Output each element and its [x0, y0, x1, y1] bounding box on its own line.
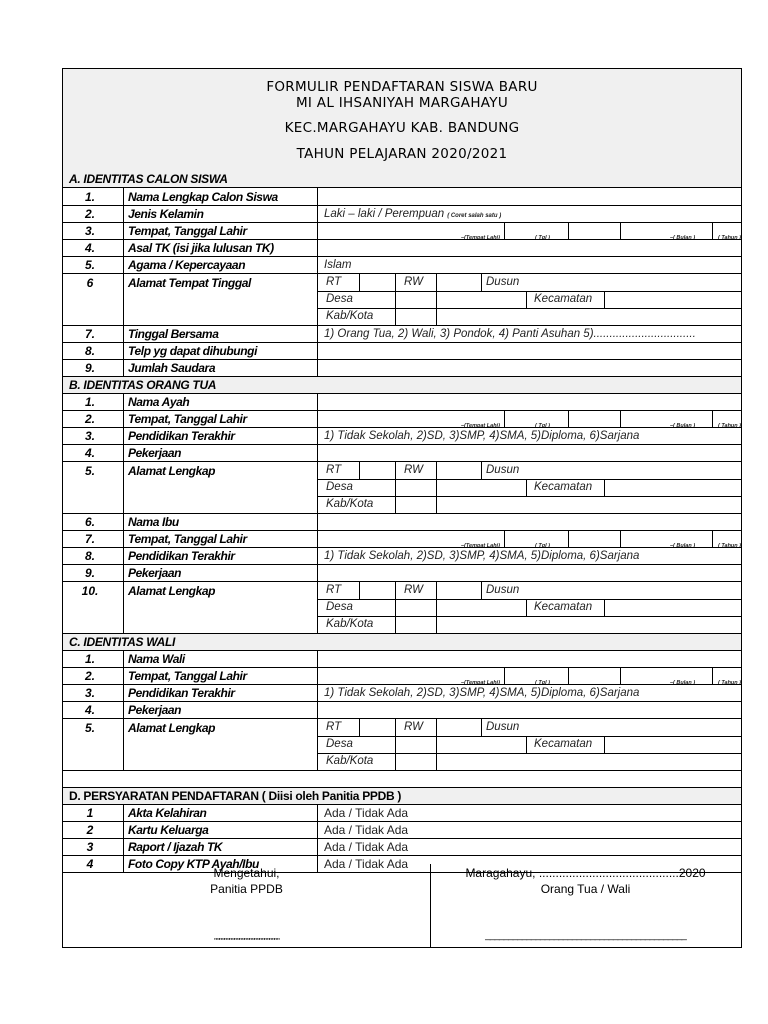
birth-divider — [504, 668, 505, 684]
address-divider — [436, 719, 437, 770]
birth-hint: ( Tahun ) — [718, 543, 741, 547]
address-divider — [526, 291, 527, 308]
section-d-header — [63, 788, 741, 805]
dusun-label: Dusun — [486, 721, 520, 733]
address-divider — [481, 719, 482, 736]
field-value[interactable] — [317, 411, 741, 427]
field-value[interactable] — [317, 685, 741, 701]
address-divider — [395, 582, 396, 599]
row-number: 1. — [84, 652, 95, 666]
row-number: 8. — [84, 344, 95, 358]
address-line — [318, 479, 741, 480]
academic-year: TAHUN PELAJARAN 2020/2021 — [296, 146, 508, 162]
spacer-row — [63, 771, 741, 788]
birth-divider — [712, 411, 713, 427]
field-value[interactable] — [317, 240, 741, 256]
row-number: 4. — [84, 703, 95, 717]
address-divider — [604, 736, 605, 753]
field-label: Alamat Lengkap — [123, 719, 317, 770]
section-title: B. IDENTITAS ORANG TUA — [69, 378, 217, 392]
field-value[interactable] — [317, 462, 741, 513]
form-row — [63, 548, 741, 565]
row-number: 2. — [84, 412, 95, 426]
rt-label: RT — [326, 464, 342, 476]
gender-note: ( Coret salah satu ) — [447, 213, 502, 219]
form-row — [63, 188, 741, 206]
committee-label: Panitia PPDB — [210, 882, 283, 896]
rw-label: RW — [404, 276, 423, 288]
value-text: 1) Orang Tua, 2) Wali, 3) Pondok, 4) Panti Asuhan 5)................................ — [324, 328, 696, 340]
kecamatan-label: Kecamatan — [534, 738, 593, 750]
value-text: 1) Tidak Sekolah, 2)SD, 3)SMP, 4)SMA, 5)Diploma, 6)Sarjana — [324, 430, 640, 442]
row-number: 2 — [86, 823, 94, 837]
row-number: 3. — [84, 224, 95, 238]
row-number: 4. — [84, 446, 95, 460]
rw-label: RW — [404, 464, 423, 476]
field-value[interactable] — [317, 702, 741, 718]
section-b-header — [63, 377, 741, 394]
guardian-signature-line[interactable]: ____________________________________________ — [485, 930, 686, 941]
birth-divider — [620, 223, 621, 239]
form-row — [63, 582, 741, 634]
kabkota-label: Kab/Kota — [326, 755, 374, 767]
address-divider — [436, 462, 437, 513]
value-text: Ada / Tidak Ada — [324, 823, 409, 837]
field-value[interactable] — [317, 257, 741, 273]
birth-hint: ( Tgl ) — [535, 680, 550, 684]
birth-hint: –(Tempat Lahi) — [461, 235, 500, 239]
address-line — [318, 616, 741, 617]
birth-divider — [712, 223, 713, 239]
birth-divider — [620, 668, 621, 684]
address-divider — [604, 291, 605, 308]
birth-divider — [712, 531, 713, 547]
address-divider — [604, 599, 605, 616]
form-row — [63, 702, 741, 719]
address-line — [318, 753, 741, 754]
form-row — [63, 839, 741, 856]
committee-signature-line[interactable]: „„„„„„„„„„„„„„„„„„„„„„„„„„„„„„„„„„„„„„„ — [214, 932, 279, 941]
address-divider — [481, 274, 482, 291]
form-header — [63, 69, 741, 172]
address-divider — [395, 599, 396, 616]
form-row — [63, 445, 741, 462]
form-row — [63, 514, 741, 531]
value-text: Ada / Tidak Ada — [324, 840, 409, 854]
address-divider — [395, 719, 396, 736]
kabkota-label: Kab/Kota — [326, 498, 374, 510]
form-row — [63, 668, 741, 685]
birth-divider — [568, 668, 569, 684]
desa-label: Desa — [326, 293, 353, 305]
address-line — [318, 308, 741, 309]
rw-label: RW — [404, 584, 423, 596]
form-row — [63, 462, 741, 514]
field-value[interactable] — [317, 719, 741, 770]
kecamatan-label: Kecamatan — [534, 481, 593, 493]
rt-label: RT — [326, 276, 342, 288]
birth-divider — [568, 223, 569, 239]
address-line — [318, 496, 741, 497]
row-number: 2. — [84, 207, 95, 221]
kabkota-label: Kab/Kota — [326, 618, 374, 630]
field-value[interactable] — [317, 668, 741, 684]
row-number: 1 — [86, 806, 94, 820]
field-label: Akta Kelahiran — [123, 805, 317, 821]
field-value[interactable] — [317, 805, 741, 821]
field-label: Jenis Kelamin — [123, 206, 317, 222]
birth-hint: –(Tempat Lahi) — [461, 680, 500, 684]
address-line — [318, 291, 741, 292]
field-value[interactable] — [317, 428, 741, 444]
field-value[interactable] — [317, 343, 741, 359]
form-row — [63, 565, 741, 582]
form-row — [63, 240, 741, 257]
form-row — [63, 411, 741, 428]
field-label: Nama Wali — [123, 651, 317, 667]
address-divider — [526, 736, 527, 753]
kabkota-label: Kab/Kota — [326, 310, 374, 322]
field-value[interactable] — [317, 582, 741, 633]
form-row — [63, 206, 741, 223]
address-divider — [604, 479, 605, 496]
field-value[interactable] — [317, 514, 741, 530]
birth-divider — [568, 531, 569, 547]
birth-hint: ( Tahun ) — [718, 423, 741, 427]
row-number: 5. — [84, 721, 95, 735]
address-divider — [395, 274, 396, 291]
rt-label: RT — [326, 721, 342, 733]
field-label: Pendidikan Terakhir — [123, 685, 317, 701]
form-row — [63, 343, 741, 360]
birth-hint: ( Tgl ) — [535, 423, 550, 427]
birth-divider — [504, 531, 505, 547]
birth-hint: –(Tempat Lahi) — [461, 423, 500, 427]
address-line — [318, 599, 741, 600]
section-a-header — [63, 171, 741, 188]
school-address: KEC.MARGAHAYU KAB. BANDUNG — [284, 120, 520, 136]
address-divider — [395, 753, 396, 770]
value-text: 1) Tidak Sekolah, 2)SD, 3)SMP, 4)SMA, 5)Diploma, 6)Sarjana — [324, 687, 640, 699]
form-row — [63, 223, 741, 240]
guardian-label: Orang Tua / Wali — [540, 882, 631, 896]
form-row — [63, 805, 741, 822]
desa-label: Desa — [326, 738, 353, 750]
dusun-label: Dusun — [486, 584, 520, 596]
field-label: Pekerjaan — [123, 565, 317, 581]
field-value[interactable] — [317, 223, 741, 239]
address-divider — [481, 582, 482, 599]
address-divider — [395, 736, 396, 753]
kecamatan-label: Kecamatan — [534, 293, 593, 305]
field-value[interactable] — [317, 651, 741, 667]
address-divider — [359, 462, 360, 479]
address-divider — [395, 291, 396, 308]
field-label: Nama Lengkap Calon Siswa — [123, 188, 317, 205]
address-divider — [526, 479, 527, 496]
address-line — [318, 736, 741, 737]
rw-label: RW — [404, 721, 423, 733]
form-row — [63, 685, 741, 702]
field-label: Agama / Kepercayaan — [123, 257, 317, 273]
form-row — [63, 531, 741, 548]
gender-options: Laki – laki / Perempuan — [324, 208, 445, 220]
field-label: Foto Copy KTP Ayah/Ibu — [123, 856, 317, 872]
row-number: 9. — [84, 566, 95, 580]
field-label: Alamat Tempat Tinggal — [123, 274, 317, 325]
row-number: 8. — [84, 549, 95, 563]
place-date-line[interactable]: Maragahayu, ..........................................2020 — [465, 866, 706, 880]
birth-divider — [712, 668, 713, 684]
form-row — [63, 651, 741, 668]
field-value[interactable] — [317, 360, 741, 376]
birth-divider — [504, 223, 505, 239]
address-divider — [436, 582, 437, 633]
address-divider — [395, 496, 396, 513]
birth-divider — [620, 411, 621, 427]
field-value[interactable] — [317, 445, 741, 461]
form-row — [63, 274, 741, 326]
field-label: Nama Ibu — [123, 514, 317, 530]
field-label: Tempat, Tanggal Lahir — [123, 668, 317, 684]
field-label: Pekerjaan — [123, 445, 317, 461]
form-row — [63, 257, 741, 274]
row-number: 3. — [84, 429, 95, 443]
row-number: 6. — [84, 515, 95, 529]
field-label: Tempat, Tanggal Lahir — [123, 411, 317, 427]
row-number: 5. — [84, 258, 95, 272]
birth-hint: ( Tgl ) — [535, 543, 550, 547]
form-title: FORMULIR PENDAFTARAN SISWA BARU — [266, 79, 538, 95]
birth-hint: –( Bulan ) — [670, 235, 696, 239]
desa-label: Desa — [326, 481, 353, 493]
form-row — [63, 822, 741, 839]
row-number: 7. — [84, 532, 95, 546]
row-number: 3. — [84, 686, 95, 700]
value-text: Islam — [324, 259, 352, 271]
birth-divider — [568, 411, 569, 427]
address-divider — [436, 274, 437, 325]
field-label: Tempat, Tanggal Lahir — [123, 223, 317, 239]
form-row — [63, 394, 741, 411]
field-label: Asal TK (isi jika lulusan TK) — [123, 240, 317, 256]
address-divider — [359, 719, 360, 736]
row-number: 7. — [84, 327, 95, 341]
birth-hint: ( Tahun ) — [718, 235, 741, 239]
field-label: Pendidikan Terakhir — [123, 548, 317, 564]
field-label: Pekerjaan — [123, 702, 317, 718]
rt-label: RT — [326, 584, 342, 596]
birth-hint: –( Bulan ) — [670, 680, 696, 684]
field-label: Tempat, Tanggal Lahir — [123, 531, 317, 547]
field-label: Nama Ayah — [123, 394, 317, 410]
section-title: C. IDENTITAS WALI — [69, 635, 176, 649]
value-text: 1) Tidak Sekolah, 2)SD, 3)SMP, 4)SMA, 5)Diploma, 6)Sarjana — [324, 550, 640, 562]
signature-area — [63, 864, 741, 948]
dusun-label: Dusun — [486, 464, 520, 476]
birth-hint: –( Bulan ) — [670, 543, 696, 547]
address-divider — [395, 308, 396, 325]
registration-form — [62, 68, 742, 948]
field-value[interactable] — [317, 565, 741, 581]
row-number: 1. — [84, 190, 95, 204]
address-divider — [481, 462, 482, 479]
field-value[interactable] — [317, 326, 741, 342]
field-value[interactable] — [317, 274, 741, 325]
form-row — [63, 326, 741, 343]
address-divider — [395, 616, 396, 633]
dusun-label: Dusun — [486, 276, 520, 288]
address-divider — [359, 582, 360, 599]
field-label: Alamat Lengkap — [123, 462, 317, 513]
birth-hint: ( Tahun ) — [718, 680, 741, 684]
field-value[interactable] — [317, 188, 741, 205]
birth-hint: ( Tgl ) — [535, 235, 550, 239]
form-row — [63, 428, 741, 445]
birth-divider — [504, 411, 505, 427]
field-value[interactable] — [317, 548, 741, 564]
desa-label: Desa — [326, 601, 353, 613]
field-value[interactable] — [317, 394, 741, 410]
field-label: Tinggal Bersama — [123, 326, 317, 342]
field-label: Raport / Ijazah TK — [123, 839, 317, 855]
address-divider — [526, 599, 527, 616]
field-label: Kartu Keluarga — [123, 822, 317, 838]
form-row — [63, 719, 741, 771]
address-divider — [395, 462, 396, 479]
field-value[interactable] — [317, 839, 741, 855]
school-name: MI AL IHSANIYAH MARGAHAYU — [295, 95, 509, 111]
row-number: 5. — [84, 464, 95, 478]
birth-hint: –( Bulan ) — [670, 423, 696, 427]
field-label: Pendidikan Terakhir — [123, 428, 317, 444]
row-number: 9. — [84, 361, 95, 375]
row-number: 3 — [86, 840, 94, 854]
field-label: Alamat Lengkap — [123, 582, 317, 633]
field-label: Jumlah Saudara — [123, 360, 317, 376]
value-text: Ada / Tidak Ada — [324, 857, 409, 871]
row-number: 2. — [84, 669, 95, 683]
section-title: D. PERSYARATAN PENDAFTARAN ( Diisi oleh Panitia PPDB ) — [69, 789, 402, 803]
row-number: 10. — [81, 584, 99, 598]
row-number: 1. — [84, 395, 95, 409]
section-c-header — [63, 634, 741, 651]
value-text: Ada / Tidak Ada — [324, 806, 409, 820]
kecamatan-label: Kecamatan — [534, 601, 593, 613]
row-number: 6 — [86, 276, 94, 290]
acknowledged-label: Mengetahui, — [213, 866, 280, 880]
form-row — [63, 360, 741, 377]
field-value[interactable] — [317, 531, 741, 547]
birth-hint: –(Tempat Lahi) — [461, 543, 500, 547]
address-divider — [359, 274, 360, 291]
row-number: 4 — [86, 857, 94, 871]
row-number: 4. — [84, 241, 95, 255]
address-divider — [395, 479, 396, 496]
field-label: Telp yg dapat dihubungi — [123, 343, 317, 359]
field-value[interactable] — [317, 206, 741, 222]
birth-divider — [620, 531, 621, 547]
section-title: A. IDENTITAS CALON SISWA — [69, 172, 228, 186]
field-value[interactable] — [317, 822, 741, 838]
